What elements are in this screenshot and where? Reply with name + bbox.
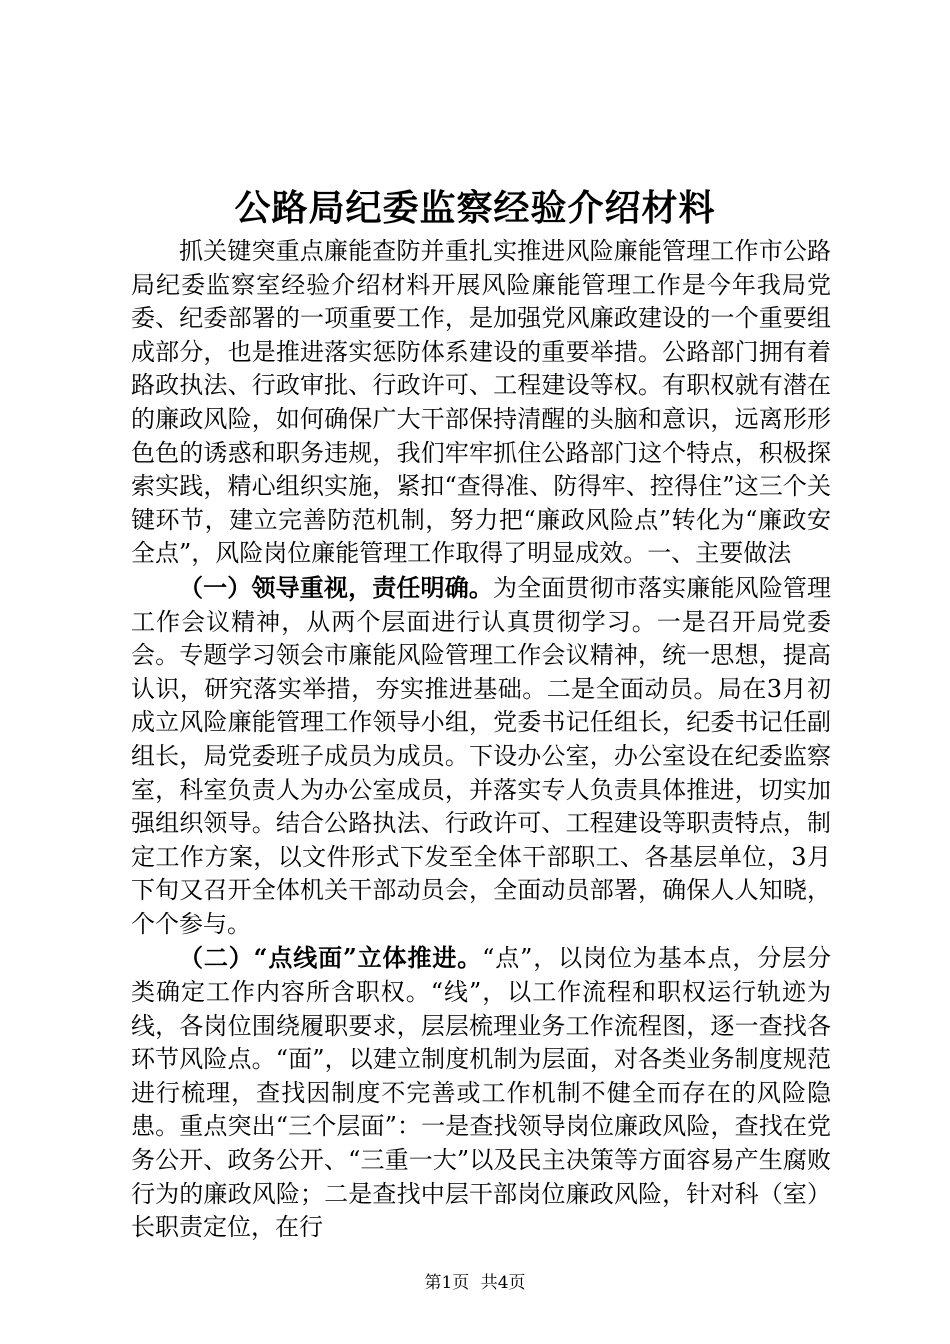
page-total: 共4页 [480,1273,526,1293]
paragraph-text: 为全面贯彻市落实廉能风险管理工作会议精神，从两个层面进行认真贯彻学习。一是召开局党委会。专题学习领会市廉能风险管理工作会议精神，统一思想，提高认识，研究落实举措，夯实推进基础。二是全面动员。局在3月初成立风险廉能管理工作领导小组，党委书记任组长，纪委书记任副组长，局党委班子成员为成员。下设办公室，办公室设在纪委监察室，科室负责人为办公室成员，并落实专人负责具体推进，切实加强组织领导。结合公路执法、行政许可、工程建设等职责特点，制定工作方案，以文件形式下发至全体干部职工、各基层单位，3月下旬又召开全体机关干部动员会，全面动员部署，确保人人知晓，个个参与。 [131,573,831,938]
document-body [131,234,831,1245]
paragraph-lead: （二）“点线面”立体推进。 [179,943,483,973]
paragraph-lead: （一）领导重视，责任明确。 [179,572,493,602]
paragraph-text: 抓关键突重点廉能查防并重扎实推进风险廉能管理工作市公路局纪委监察室经验介绍材料开展风险廉能管理工作是今年我局党委、纪委部署的一项重要工作，是加强党风廉政建设的一个重要组成部分，也是推进落实惩防体系建设的重要举措。公路部门拥有着路政执法、行政审批、行政许可、工程建设等权。有职权就有潜在的廉政风险，如何确保广大干部保持清醒的头脑和意识，远离形形色色的诱惑和职务违规，我们牢牢抓住公路部门这个特点，积极探索实践，精心组织实施，紧扣“查得准、防得牢、控得住”这三个关键环节，建立完善防范机制，努力把“廉政风险点”转化为“廉政安全点”，风险岗位廉能管理工作取得了明显成效。一、主要做法 [131,237,831,568]
paragraph-text: “点”，以岗位为基本点，分层分类确定工作内容所含职权。“线”，以工作流程和职权运行轨迹为线，各岗位围绕履职要求，层层梳理业务工作流程图，逐一查找各环节风险点。“面”，以建立制度机制为层面，对各类业务制度规范进行梳理，查找因制度不完善或工作机制不健全而存在的风险隐患。重点突出“三个层面”：一是查找领导岗位廉政风险，查找在党务公开、政务公开、“三重一大”以及民主决策等方面容易产生腐败行为的廉政风险；二是查找中层干部岗位廉政风险，针对科（室）长职责定位，在行 [131,944,831,1242]
paragraph-section-2 [131,941,831,1244]
paragraph-intro [131,234,831,571]
paragraph-section-1 [131,571,831,942]
page-number: 第1页 [424,1273,470,1293]
document-title: 公路局纪委监察经验介绍材料 [234,187,716,229]
page-footer [0,1271,950,1295]
